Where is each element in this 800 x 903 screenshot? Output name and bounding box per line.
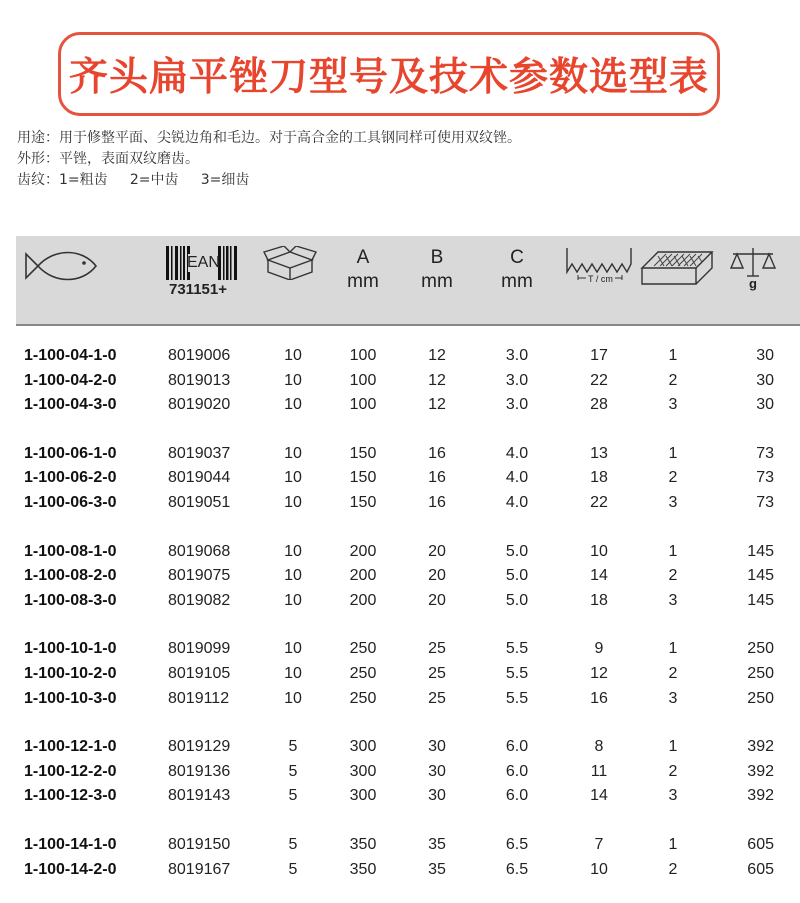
col-c-header [492,246,542,294]
part-number-cell: 1-100-06-1-0 [24,444,117,462]
table-row [16,589,800,614]
teeth-per-cm-cell: 13 [590,444,608,462]
thickness-c-cell: 4.0 [505,444,529,462]
table-row [16,687,800,712]
part-number-cell: 1-100-04-1-0 [24,347,117,364]
ean-label: EAN [187,254,220,271]
teeth-per-cm-cell: 22 [590,371,608,389]
package-qty-cell: 5 [288,787,298,805]
length-a-cell: 200 [349,567,377,585]
title-banner [58,32,720,116]
part-number-cell: 1-100-10-3-0 [24,689,117,707]
length-a-cell: 250 [349,664,377,682]
thickness-c-cell: 4.0 [505,493,529,511]
teeth-per-cm-cell: 14 [590,787,608,805]
thickness-c-cell: 6.5 [505,835,529,853]
cut-grade-line: 齿纹：1=粗齿 2=中齿 3=细齿 [17,172,250,188]
weight-cell: 250 [747,640,774,658]
table-row [16,491,800,516]
teeth-per-cm-cell: 22 [590,493,608,511]
col-a-unit: mm [347,271,379,292]
length-a-cell: 100 [349,347,377,364]
ean-cell: 8019044 [168,469,231,487]
package-qty-cell: 10 [284,664,302,682]
part-number-cell: 1-100-08-1-0 [24,542,117,560]
width-b-cell: 25 [428,664,446,682]
ean-cell: 8019167 [168,860,231,878]
thickness-c-cell: 3.0 [505,371,529,389]
part-number-cell: 1-100-12-2-0 [24,762,117,780]
teeth-per-cm-cell: 16 [590,689,608,707]
weight-cell: 392 [747,787,774,805]
width-b-cell: 20 [428,542,446,560]
fish-icon [22,246,100,286]
length-a-cell: 100 [349,396,377,414]
width-b-cell: 20 [428,591,446,609]
ean-cell: 8019068 [168,542,231,560]
group-spacer [16,613,800,637]
weight-cell: 30 [756,371,774,389]
width-b-cell: 25 [428,689,446,707]
weight-cell: 30 [756,396,774,414]
part-number-cell: 1-100-04-3-0 [24,396,117,414]
cut-grade-cell: 1 [668,347,678,364]
width-b-cell: 12 [428,371,446,389]
table-row [16,833,800,858]
teeth-per-cm-cell: 12 [590,664,608,682]
weight-cell: 250 [747,664,774,682]
weight-cell: 73 [756,493,774,511]
page-title: 齐头扁平锉刀型号及技术参数选型表 [68,55,709,100]
col-b-unit: mm [421,271,453,292]
weight-cell: 145 [747,542,774,560]
description-block [17,128,521,191]
package-qty-cell: 10 [284,347,302,364]
package-qty-cell: 10 [284,444,302,462]
length-a-cell: 250 [349,689,377,707]
group-spacer [16,516,800,540]
teeth-per-cm-cell: 28 [590,396,608,414]
part-number-cell: 1-100-06-3-0 [24,493,117,511]
cut-grade-cell: 1 [668,640,678,658]
teeth-per-cm-cell: 7 [594,835,604,853]
table-row [16,442,800,467]
ean-cell: 8019020 [168,396,231,414]
col-a-header [338,246,388,294]
part-number-cell: 1-100-12-1-0 [24,738,117,756]
table-row [16,784,800,809]
thickness-c-cell: 5.0 [505,591,529,609]
thickness-c-cell: 3.0 [505,347,529,364]
package-qty-cell: 10 [284,469,302,487]
cut-grade-cell: 1 [668,444,678,462]
cut-grade-cell: 3 [668,591,678,609]
teeth-per-cm-cell: 10 [590,860,608,878]
teeth-per-cm-cell: 14 [590,567,608,585]
weight-cell: 250 [747,689,774,707]
weight-unit: g [749,276,757,291]
teeth-per-cm-cell: 11 [590,762,608,780]
part-number-cell: 1-100-14-2-0 [24,860,117,878]
thickness-c-cell: 5.5 [505,664,529,682]
length-a-cell: 200 [349,542,377,560]
cut-grade-cell: 1 [668,835,678,853]
ean-cell: 8019129 [168,738,231,756]
width-b-cell: 30 [428,738,446,756]
weight-cell: 605 [747,835,774,853]
double-cut-file-icon [640,244,714,292]
length-a-cell: 150 [349,469,377,487]
package-qty-cell: 10 [284,371,302,389]
table-row [16,564,800,589]
teeth-label: T / cm [588,274,613,284]
cut-grade-cell: 2 [668,762,678,780]
cut-grade-cell: 3 [668,493,678,511]
width-b-cell: 25 [428,640,446,658]
package-qty-cell: 10 [284,591,302,609]
package-qty-cell: 5 [288,738,298,756]
length-a-cell: 150 [349,444,377,462]
table-row [16,735,800,760]
teeth-per-cm-cell: 10 [590,542,608,560]
length-a-cell: 100 [349,371,377,389]
shape-line: 外形：平锉，表面双纹磨齿。 [17,151,199,167]
thickness-c-cell: 6.0 [505,738,529,756]
ean-cell: 8019051 [168,493,231,511]
col-b-label: B [430,247,444,268]
ean-cell: 8019143 [168,787,231,805]
thickness-c-cell: 6.0 [505,762,529,780]
teeth-per-cm-cell: 9 [594,640,604,658]
length-a-cell: 200 [349,591,377,609]
width-b-cell: 35 [428,860,446,878]
teeth-per-cm-cell: 18 [590,469,608,487]
ean-cell: 8019013 [168,371,231,389]
length-a-cell: 350 [349,835,377,853]
width-b-cell: 16 [428,469,446,487]
weight-cell: 73 [756,444,774,462]
col-b-header [412,246,462,294]
teeth-per-cm-cell: 17 [590,347,608,364]
width-b-cell: 30 [428,787,446,805]
package-qty-cell: 10 [284,640,302,658]
part-number-cell: 1-100-08-2-0 [24,567,117,585]
thickness-c-cell: 5.0 [505,567,529,585]
group-spacer [16,809,800,833]
ean-cell: 8019105 [168,664,231,682]
width-b-cell: 35 [428,835,446,853]
cut-grade-cell: 3 [668,689,678,707]
package-qty-cell: 10 [284,542,302,560]
length-a-cell: 350 [349,860,377,878]
cut-grade-cell: 2 [668,860,678,878]
col-c-unit: mm [501,271,533,292]
part-number-cell: 1-100-10-1-0 [24,640,117,658]
weight-cell: 145 [747,591,774,609]
package-qty-cell: 10 [284,396,302,414]
cut-grade-cell: 1 [668,542,678,560]
package-qty-cell: 10 [284,689,302,707]
length-a-cell: 150 [349,493,377,511]
length-a-cell: 250 [349,640,377,658]
ean-cell: 8019006 [168,347,231,364]
ean-barcode-icon [166,246,238,300]
ean-cell: 8019136 [168,762,231,780]
teeth-per-cm-cell: 18 [590,591,608,609]
cut-grade-cell: 1 [668,738,678,756]
table-row [16,540,800,565]
package-qty-cell: 5 [288,835,298,853]
package-qty-cell: 10 [284,567,302,585]
weight-scale-icon [729,246,777,294]
weight-cell: 145 [747,567,774,585]
length-a-cell: 300 [349,738,377,756]
table-row [16,344,800,369]
ean-cell: 8019075 [168,567,231,585]
package-qty-cell: 5 [288,762,298,780]
part-number-cell: 1-100-12-3-0 [24,787,117,805]
thickness-c-cell: 6.5 [505,860,529,878]
cut-grade-cell: 2 [668,371,678,389]
part-number-cell: 1-100-08-3-0 [24,591,117,609]
cut-grade-cell: 2 [668,567,678,585]
ean-cell: 8019099 [168,640,231,658]
length-a-cell: 300 [349,787,377,805]
table-row [16,760,800,785]
weight-cell: 605 [747,860,774,878]
cut-grade-cell: 3 [668,787,678,805]
package-box-icon [262,246,318,280]
table-row [16,369,800,394]
weight-cell: 73 [756,469,774,487]
part-number-cell: 1-100-06-2-0 [24,469,117,487]
length-a-cell: 300 [349,762,377,780]
teeth-per-cm-icon [564,244,634,296]
cut-grade-cell: 2 [668,469,678,487]
package-qty-cell: 10 [284,493,302,511]
group-spacer [16,418,800,442]
table-row [16,858,800,883]
width-b-cell: 16 [428,444,446,462]
table-header [16,236,800,326]
ean-cell: 8019150 [168,835,231,853]
ean-cell: 8019112 [168,689,230,707]
thickness-c-cell: 5.5 [505,689,529,707]
ean-cell: 8019082 [168,591,231,609]
file-spec-table [16,344,800,882]
cut-grade-cell: 2 [668,664,678,682]
col-a-label: A [356,247,370,268]
thickness-c-cell: 5.5 [505,640,529,658]
ean-prefix: 731151+ [169,281,227,298]
table-row [16,662,800,687]
usage-line: 用途：用于修整平面、尖锐边角和毛边。对于高合金的工具钢同样可使用双纹锉。 [17,130,521,146]
width-b-cell: 30 [428,762,446,780]
width-b-cell: 12 [428,347,446,364]
thickness-c-cell: 6.0 [505,787,529,805]
thickness-c-cell: 5.0 [505,542,529,560]
weight-cell: 392 [747,738,774,756]
weight-cell: 392 [747,762,774,780]
width-b-cell: 20 [428,567,446,585]
table-row [16,466,800,491]
package-qty-cell: 5 [288,860,298,878]
group-spacer [16,711,800,735]
cut-grade-cell: 3 [668,396,678,414]
width-b-cell: 16 [428,493,446,511]
col-c-label: C [510,247,524,268]
weight-cell: 30 [756,347,774,364]
part-number-cell: 1-100-10-2-0 [24,664,117,682]
ean-cell: 8019037 [168,444,231,462]
table-row [16,393,800,418]
teeth-per-cm-cell: 8 [594,738,604,756]
width-b-cell: 12 [428,396,446,414]
table-row [16,637,800,662]
part-number-cell: 1-100-14-1-0 [24,835,117,853]
thickness-c-cell: 4.0 [505,469,529,487]
part-number-cell: 1-100-04-2-0 [24,371,117,389]
thickness-c-cell: 3.0 [505,396,529,414]
